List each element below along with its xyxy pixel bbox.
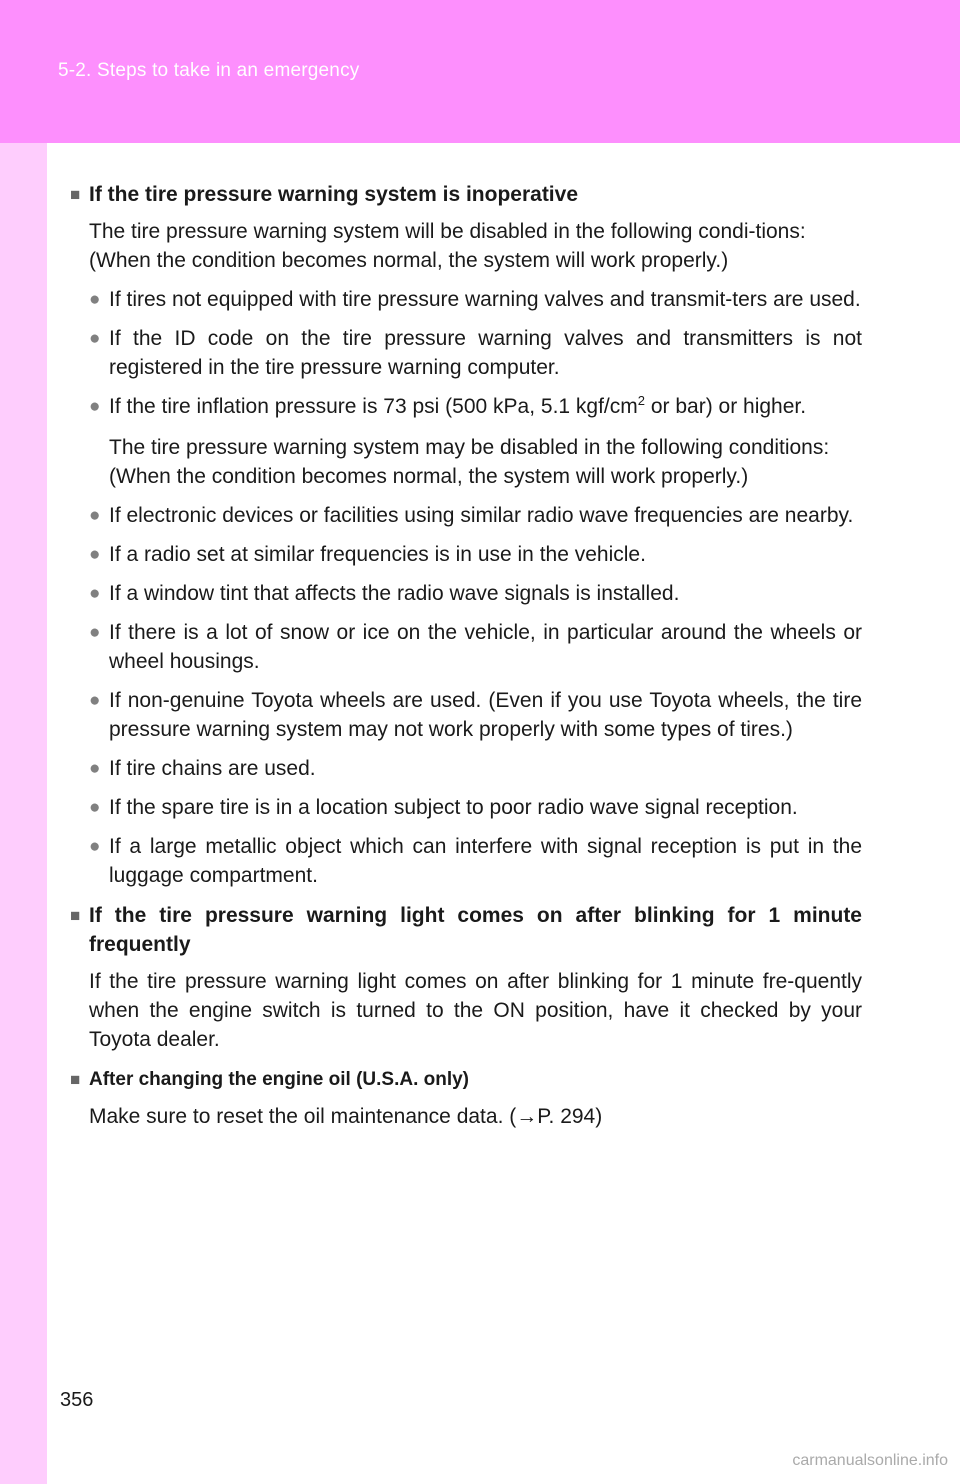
section-breadcrumb: 5-2. Steps to take in an emergency: [58, 60, 360, 81]
heading-text: After changing the engine oil (U.S.A. only): [89, 1069, 470, 1090]
bullet-text: If non-genuine Toyota wheels are used. (Even if you use Toyota wheels, the tire pressure warning system may not work properly with some types of tires.): [109, 689, 862, 741]
intro-note: (When the condition becomes normal, the system will work properly.): [89, 249, 729, 272]
square-bullet-icon: ■: [70, 1070, 81, 1089]
superscript: 2: [637, 393, 645, 408]
list-item: [89, 618, 862, 676]
circle-bullet-icon: ●: [89, 690, 101, 711]
list-item: [89, 832, 862, 890]
bullet-text: If the ID code on the tire pressure warning valves and transmitters is not registered in the tire pressure warning computer.: [109, 327, 862, 379]
bullet-text: If the spare tire is in a location subject to poor radio wave signal reception.: [109, 796, 798, 819]
header-band: [0, 0, 960, 143]
section-heading: [70, 901, 862, 959]
list-item: [89, 793, 862, 822]
list-item: [89, 686, 862, 744]
circle-bullet-icon: ●: [89, 622, 101, 643]
circle-bullet-icon: ●: [89, 328, 101, 349]
bullet-text-part: If the tire inflation pressure is 73 psi (500 kPa, 5.1 kgf/cm: [109, 395, 638, 418]
may-disable-text: The tire pressure warning system may be disabled in the following conditions:: [109, 436, 830, 459]
section-heading: [70, 1065, 862, 1094]
circle-bullet-icon: ●: [89, 396, 101, 417]
list-item: [89, 501, 862, 530]
bullet-text: If a large metallic object which can interfere with signal reception is put in the luggage compartment.: [109, 835, 862, 887]
paragraph: [109, 433, 862, 491]
circle-bullet-icon: ●: [89, 505, 101, 526]
bullet-text-part: or bar) or higher.: [645, 395, 807, 418]
bullet-text: If electronic devices or facilities using similar radio wave frequencies are nearby.: [109, 504, 854, 527]
circle-bullet-icon: ●: [89, 289, 101, 310]
paragraph: [89, 217, 862, 275]
left-margin-strip: [0, 143, 47, 1484]
list-item: [89, 392, 862, 423]
bullet-text: If there is a lot of snow or ice on the vehicle, in particular around the wheels or wheel housings.: [109, 621, 862, 673]
list-item: [89, 285, 862, 314]
section-heading: [70, 180, 862, 209]
circle-bullet-icon: ●: [89, 836, 101, 857]
heading-text: If the tire pressure warning system is inoperative: [89, 183, 578, 206]
section-engine-oil: [70, 1065, 862, 1131]
bullet-text: If tires not equipped with tire pressure warning valves and transmit-ters are used.: [109, 288, 861, 311]
square-bullet-icon: ■: [70, 185, 81, 204]
may-disable-note: (When the condition becomes normal, the system will work properly.): [109, 465, 749, 488]
square-bullet-icon: ■: [70, 906, 81, 925]
circle-bullet-icon: ●: [89, 758, 101, 779]
circle-bullet-icon: ●: [89, 583, 101, 604]
page-number: 356: [60, 1389, 94, 1411]
watermark: carmanualsonline.info: [792, 1452, 948, 1469]
paragraph: Make sure to reset the oil maintenance data. (→P. 294): [89, 1105, 603, 1128]
section-inoperative: [70, 180, 862, 890]
heading-text: If the tire pressure warning light comes on after blinking for 1 minute frequently: [89, 904, 862, 956]
bullet-text: If tire chains are used.: [109, 757, 316, 780]
list-item: [89, 754, 862, 783]
bullet-text: If a window tint that affects the radio wave signals is installed.: [109, 582, 680, 605]
bullet-list: [89, 501, 862, 890]
circle-bullet-icon: ●: [89, 544, 101, 565]
bullet-text: [109, 392, 862, 423]
section-warning-light: [70, 901, 862, 1054]
intro-text: The tire pressure warning system will be disabled in the following condi-tions:: [89, 220, 806, 243]
list-item: [89, 579, 862, 608]
bullet-list: [89, 285, 862, 423]
list-item: [89, 540, 862, 569]
bullet-text: If a radio set at similar frequencies is in use in the vehicle.: [109, 543, 646, 566]
list-item: [89, 324, 862, 382]
paragraph: If the tire pressure warning light comes on after blinking for 1 minute fre-quently when the engine switch is turned to the ON position, have it checked by your Toyota dealer.: [89, 970, 862, 1051]
circle-bullet-icon: ●: [89, 797, 101, 818]
page-content: [70, 180, 862, 1142]
